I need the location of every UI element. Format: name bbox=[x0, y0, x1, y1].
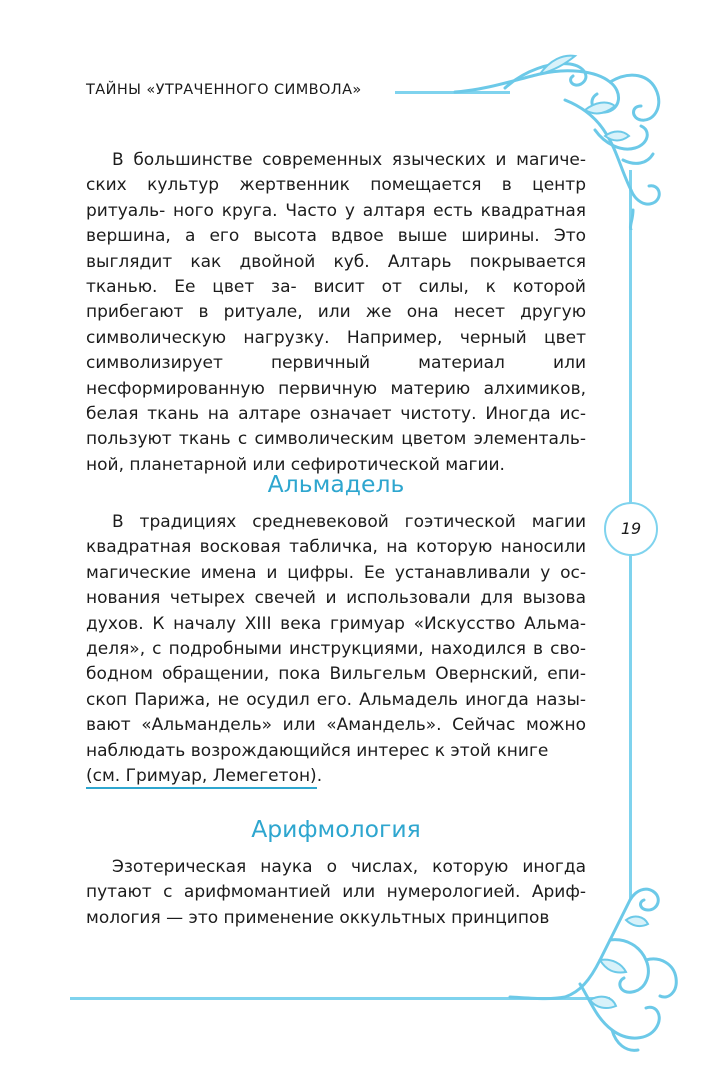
text-line: В большинстве современных языческих и магиче- bbox=[112, 150, 586, 170]
section-heading-arithmology: Арифмология bbox=[251, 815, 421, 843]
text-line: ной, планетарной или сефиротической магии. bbox=[86, 454, 505, 475]
section-heading-almadel: Альмадель bbox=[267, 470, 405, 498]
text-line: магические имена и цифры. Ее устанавливали у ос- bbox=[86, 562, 586, 583]
text-line: квадратная восковая табличка, на которую наносили bbox=[86, 537, 586, 558]
intro-paragraph bbox=[86, 148, 586, 478]
text-line: нования четырех свечей и использовали для вызова bbox=[86, 588, 586, 609]
text-line: вают «Альмандель» или «Амандель». Сейчас можно bbox=[86, 715, 586, 736]
cross-reference-link[interactable]: (см. Гримуар, Лемегетон) bbox=[86, 766, 317, 789]
text-line: черный цвет символизирует первичный материал или bbox=[86, 327, 587, 374]
text-line: висит от силы, к которой прибегают в ритуале, или же bbox=[86, 277, 586, 323]
text-line: несформированную первичную материю алхимиков, bbox=[86, 378, 586, 399]
text-line: В традициях средневековой гоэтической магии bbox=[112, 512, 586, 532]
text-line: бодном обращении, пока Вильгельм Овернский, епи- bbox=[86, 664, 586, 685]
text-line: пользуют ткань с символическим цветом элементаль- bbox=[86, 429, 586, 450]
text-line: ских культур жертвенник помещается в центр ритуаль- bbox=[86, 175, 586, 221]
text-line: двойной куб. Алтарь покрывается тканью. Ее цвет за- bbox=[86, 251, 586, 298]
text-line: деля», с подробными инструкциями, находился в сво- bbox=[86, 639, 586, 660]
almadel-paragraph bbox=[86, 510, 586, 789]
page-number: 19 bbox=[604, 502, 658, 556]
text-line: а его высота вдвое выше ширины. Это выглядит как bbox=[86, 226, 587, 272]
text-line: путают с арифмомантией или нумерологией. Ариф- bbox=[86, 882, 586, 903]
text-line: белая ткань на алтаре означает чистоту. Иногда ис- bbox=[86, 404, 586, 425]
text-line: духов. К началу XIII века гримуар «Искусство Альма- bbox=[86, 613, 586, 634]
text-line: она несет другую символическую нагрузку. Например, bbox=[86, 302, 587, 348]
xref-tail: . bbox=[316, 766, 323, 787]
running-head: ТАЙНЫ «УТРАЧЕННОГО СИМВОЛА» bbox=[86, 82, 362, 98]
text-line: скоп Парижа, не осудил его. Альмадель иногда назы- bbox=[86, 689, 586, 710]
text-line: мология — это применение оккультных принципов bbox=[86, 907, 550, 928]
text-line: наблюдать возрождающийся интерес к этой книге bbox=[86, 740, 549, 761]
text-line: ного круга. Часто у алтаря есть квадратная вершина, bbox=[86, 200, 586, 247]
text-line: Эзотерическая наука о числах, которую иногда bbox=[112, 857, 586, 877]
arithmology-paragraph bbox=[86, 855, 586, 931]
